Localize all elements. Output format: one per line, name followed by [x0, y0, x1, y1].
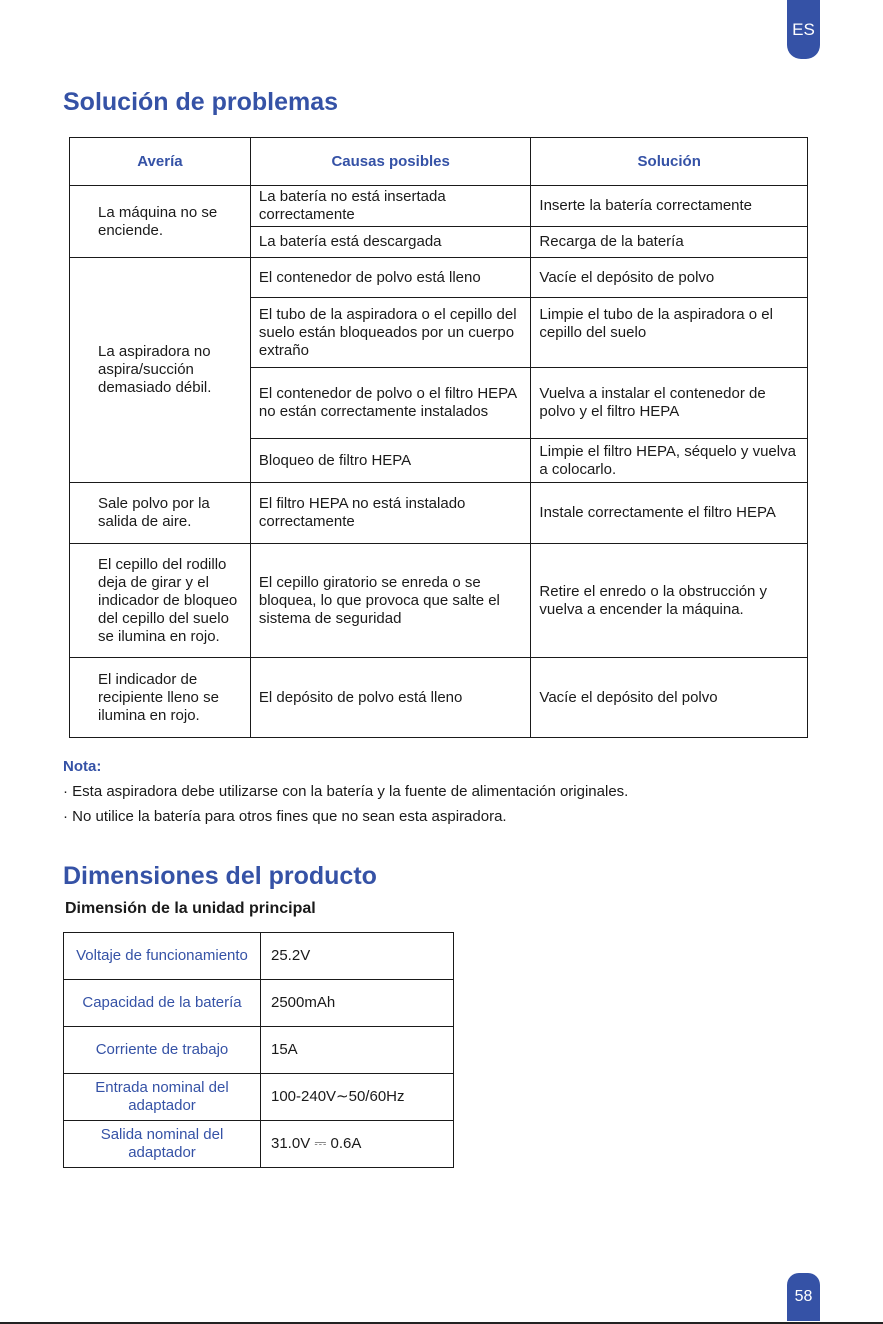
cause-cell: El tubo de la aspiradora o el cepillo del suelo están bloqueados por un cuerpo extraño: [250, 298, 531, 368]
fault-cell: El indicador de recipiente lleno se ilumina en rojo.: [70, 658, 251, 738]
solution-cell: Recarga de la batería: [531, 227, 808, 258]
fault-cell: Sale polvo por la salida de aire.: [70, 483, 251, 544]
fault-cell: El cepillo del rodillo deja de girar y el indicador de bloqueo del cepillo del suelo se ilumina en rojo.: [70, 544, 251, 658]
table-row: [64, 933, 454, 980]
dimensions-subtitle: Dimensión de la unidad principal: [65, 900, 316, 917]
cause-cell: El contenedor de polvo está lleno: [250, 258, 531, 298]
solution-cell: Retire el enredo o la obstrucción y vuelva a encender la máquina.: [531, 544, 808, 658]
solution-cell: Vacíe el depósito de polvo: [531, 258, 808, 298]
spec-label: Salida nominal del adaptador: [64, 1121, 261, 1168]
table-row: [70, 258, 808, 298]
spec-value: 31.0V ⎓ 0.6A: [261, 1121, 454, 1168]
table-row: [64, 1074, 454, 1121]
spec-label: Capacidad de la batería: [64, 980, 261, 1027]
troubleshooting-title: Solución de problemas: [63, 88, 339, 116]
table-row: [64, 980, 454, 1027]
table-row: [64, 1121, 454, 1168]
note-item: · No utilice la batería para otros fines que no sean esta aspiradora.: [63, 808, 507, 825]
note-label: Nota:: [63, 758, 102, 775]
page-number: 58: [787, 1273, 820, 1321]
solution-cell: Limpie el tubo de la aspiradora o el cepillo del suelo: [531, 298, 808, 368]
cause-cell: Bloqueo de filtro HEPA: [250, 439, 531, 483]
spec-value: 2500mAh: [261, 980, 454, 1027]
spec-label: Voltaje de funcionamiento: [64, 933, 261, 980]
solution-cell: Instale correctamente el filtro HEPA: [531, 483, 808, 544]
spec-label: Corriente de trabajo: [64, 1027, 261, 1074]
cause-cell: El cepillo giratorio se enreda o se bloquea, lo que provoca que salte el sistema de seguridad: [250, 544, 531, 658]
cause-cell: El contenedor de polvo o el filtro HEPA no están correctamente instalados: [250, 368, 531, 439]
cause-cell: El depósito de polvo está lleno: [250, 658, 531, 738]
spec-value: 25.2V: [261, 933, 454, 980]
cause-cell: La batería no está insertada correctamente: [250, 186, 531, 227]
fault-cell: La aspiradora no aspira/succión demasiado débil.: [70, 258, 251, 483]
table-row: [70, 658, 808, 738]
solution-cell: Inserte la batería correctamente: [531, 186, 808, 227]
solution-cell: Limpie el filtro HEPA, séquelo y vuelva a colocarlo.: [531, 439, 808, 483]
table-row: [70, 544, 808, 658]
header-solution: Solución: [531, 138, 808, 186]
troubleshooting-table: [69, 137, 808, 738]
table-row: [70, 483, 808, 544]
note-item: · Esta aspiradora debe utilizarse con la batería y la fuente de alimentación originales.: [63, 783, 629, 800]
table-row: [70, 186, 808, 227]
solution-cell: Vacíe el depósito del polvo: [531, 658, 808, 738]
cause-cell: El filtro HEPA no está instalado correctamente: [250, 483, 531, 544]
table-header-row: [70, 138, 808, 186]
fault-cell: La máquina no se enciende.: [70, 186, 251, 258]
cause-cell: La batería está descargada: [250, 227, 531, 258]
table-row: [64, 1027, 454, 1074]
solution-cell: Vuelva a instalar el contenedor de polvo y el filtro HEPA: [531, 368, 808, 439]
header-causes: Causas posibles: [250, 138, 531, 186]
spec-label: Entrada nominal del adaptador: [64, 1074, 261, 1121]
spec-value: 15A: [261, 1027, 454, 1074]
language-tab: ES: [787, 0, 820, 59]
spec-value: 100-240V∼50/60Hz: [261, 1074, 454, 1121]
header-fault: Avería: [70, 138, 251, 186]
specs-table: [63, 932, 454, 1168]
dimensions-title: Dimensiones del producto: [63, 862, 377, 890]
